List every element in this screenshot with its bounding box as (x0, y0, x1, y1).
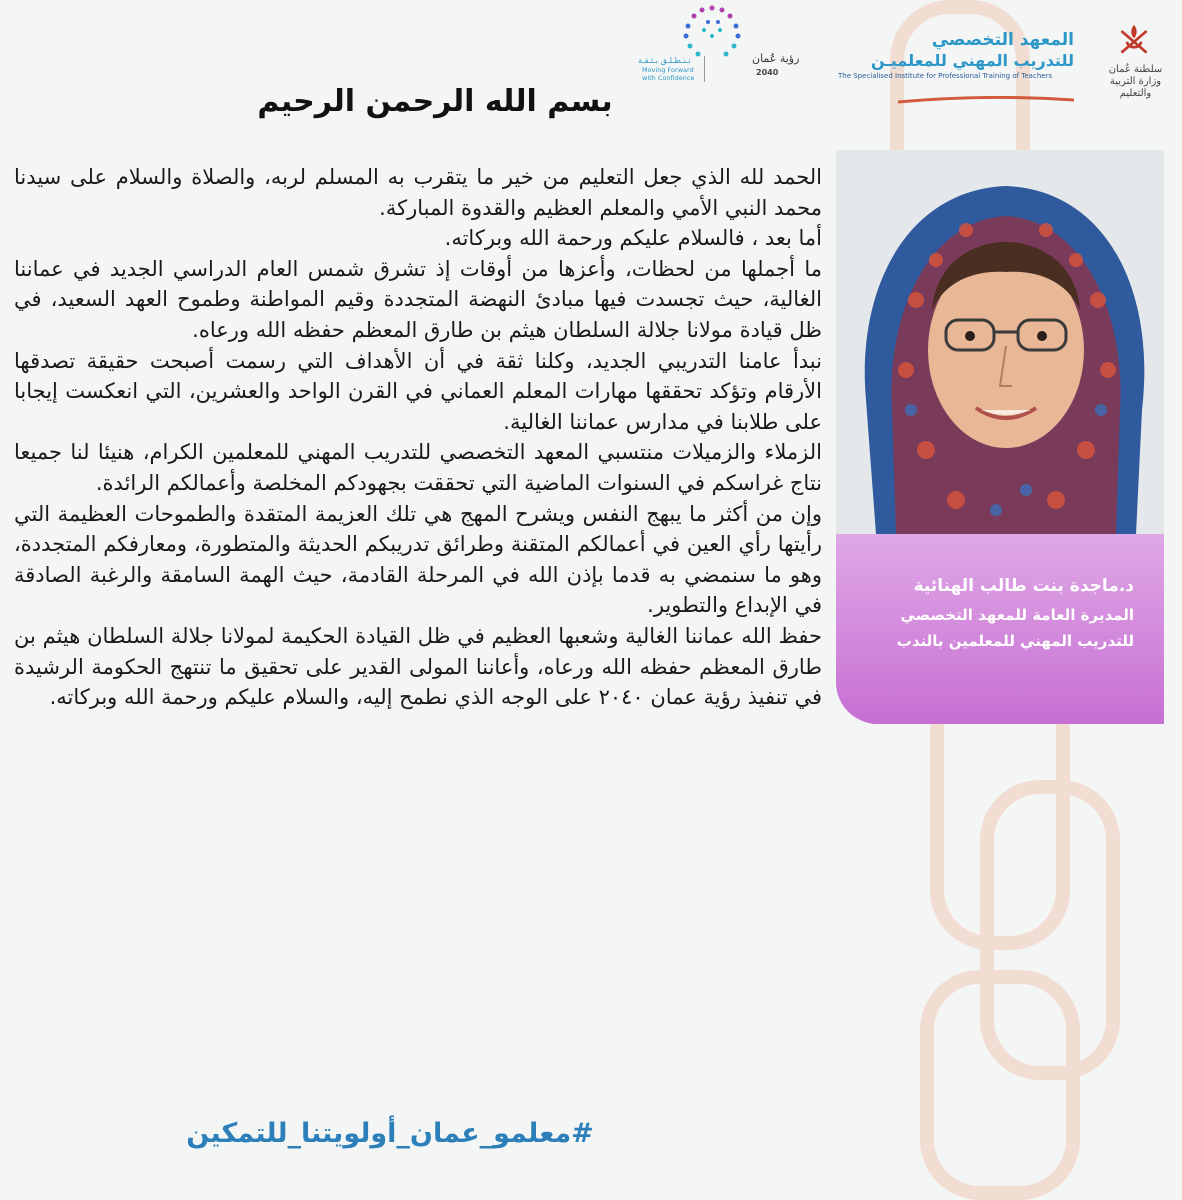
oman-emblem-icon (1116, 22, 1152, 58)
vision-title: رؤية عُمان (752, 52, 800, 65)
caption-card (836, 534, 1164, 724)
paragraph: ما أجملها من لحظات، وأعزها من أوقات إذ تشرق شمس العام الدراسي الجديد في عماننا الغالية، حيث تجسدت فيها مبادئ النهضة المتجددة وقيم المواطنة وطموح العهد السعيد، في ظل قيادة مولانا جلالة السلطان هيثم بن طارق المعظم حفظه الله ورعاه. (14, 256, 822, 342)
vision-tagline-english: Moving Forward with Confidence (642, 66, 695, 82)
paragraph: الزملاء والزميلات منتسبي المعهد التخصصي للتدريب المهني للمعلمين الكرام، هنيئا لنا جميعا نتاج غراسكم في السنوات الماضية التي تحققت بجهودكم المخلصة وأعمالكم الرائدة. (14, 440, 822, 495)
basmala-title: بسم الله الرحمن الرحيم (257, 84, 613, 119)
institute-logo (838, 30, 1074, 100)
paragraph: حفظ الله عماننا الغالية وشعبها العظيم في ظل القيادة الحكيمة لمولانا جلالة السلطان هيثم بن طارق المعظم حفظه الله ورعاه، وأعاننا المولى القدير على تحقيق ما تنتهج الحكومة الرشيدة في تنفيذ رؤية عمان ٢٠٤٠ على الوجه الذي نطمح إليه، والسلام عليكم ورحمة الله وبركاته. (14, 623, 822, 710)
decorative-chain-link (920, 970, 1080, 1200)
letter-body (14, 162, 822, 713)
institute-swoosh-icon (838, 96, 1074, 104)
hashtag: #معلمو_عمان_أولويتنا_للتمكين (186, 1118, 594, 1149)
vision-divider (704, 56, 705, 82)
paragraph: وإن من أكثر ما يبهج النفس ويشرح المهج هي تلك العزيمة المتقدة والطموحات العظيمة التي رأيتها رأي العين في أعمالكم المتقنة وطرائق تدريبكم الحديثة والمتطورة، ومعارفكم المتجددة، وهو ما سنمضي به قدما بإذن الله في المرحلة القادمة، حيث الهمة السامقة والرغبة الصادقة في الإبداع والتطوير. (14, 501, 822, 618)
paragraph: أما بعد ، فالسلام عليكم ورحمة الله وبركاته. (444, 226, 822, 251)
institute-name-line1: المعهد التخصصي (931, 30, 1074, 50)
institute-name-english: The Specialised Institute for Professional Training of Teachers (838, 72, 1053, 80)
ministry-logo (1098, 20, 1173, 100)
portrait-illustration (836, 150, 1164, 534)
person-title-line1: المديرة العامة للمعهد التخصصي (900, 606, 1134, 624)
person-name: د.ماجدة بنت طالب الهنائية (913, 576, 1134, 596)
ministry-name: سلطنة عُمان وزارة التربية والتعليم (1108, 64, 1163, 99)
vision-tagline-arabic: نـنـطـلـق بـثـقـة (638, 56, 691, 65)
vision-year: 2040 (756, 68, 779, 77)
paragraph: نبدأ عامنا التدريبي الجديد، وكلنا ثقة في أن الأهداف التي رسمت أصبحت حقيقة تصدقها الأرقام وتؤكد تحققها مهارات المعلم العماني في القرن الواحد والعشرين، التي انعكست إيجابا على طلابنا في مدارس عماننا الغالية. (14, 348, 822, 434)
institute-name-line2: للتدريب المهني للمعلميـن (870, 51, 1074, 70)
vision-2040-logo (632, 0, 822, 100)
person-title-line2: للتدريب المهني للمعلمين بالندب (896, 632, 1134, 650)
portrait-photo (836, 150, 1164, 534)
caption-background (836, 534, 1164, 724)
paragraph: الحمد لله الذي جعل التعليم من خير ما يتقرب به المسلم لربه، والصلاة والسلام على سيدنا محمد النبي الأمي والمعلم العظيم والقدوة المباركة. (14, 165, 822, 220)
